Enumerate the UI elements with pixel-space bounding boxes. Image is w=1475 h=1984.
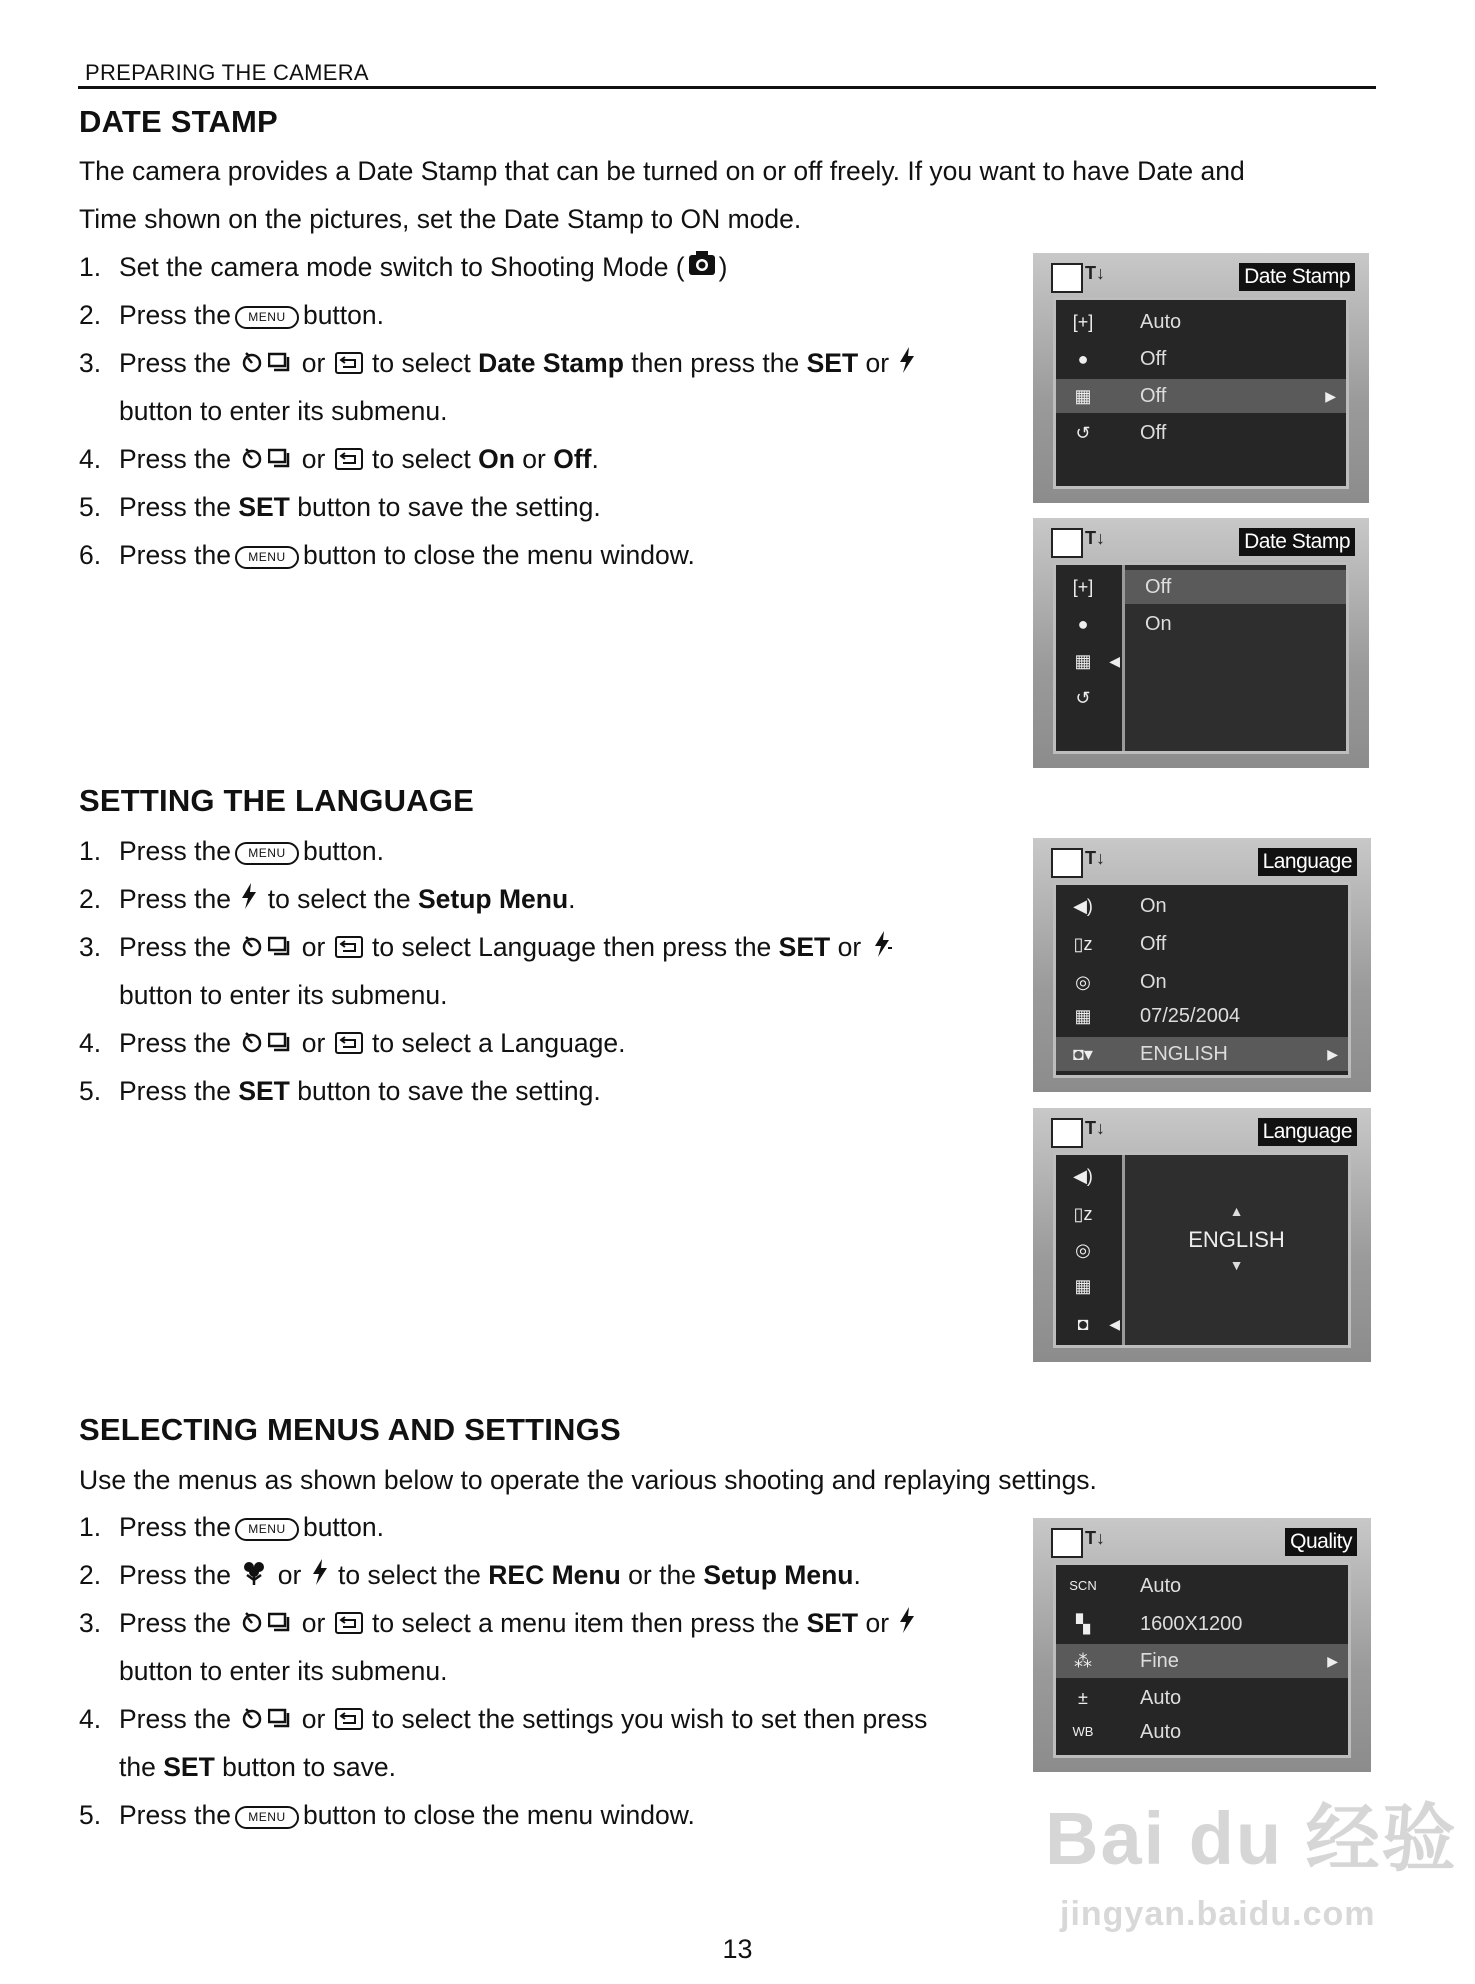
- menus-step-3-cont: button to enter its submenu.: [119, 1656, 448, 1686]
- return-icon: [335, 341, 363, 389]
- burst-icon: [268, 1601, 292, 1649]
- palette-icon: ●: [1077, 349, 1089, 369]
- flash-icon: [240, 877, 258, 925]
- self-timer-icon: [240, 437, 264, 485]
- page-number: 13: [722, 1934, 753, 1964]
- scene-icon: SCN: [1069, 1578, 1097, 1593]
- menus-intro: Use the menus as shown below to operate the various shooting and replaying settings.: [79, 1465, 1097, 1495]
- menu-row-selected: ▦ Off ▶: [1056, 379, 1346, 413]
- section-title-language: SETTING THE LANGUAGE: [79, 783, 474, 818]
- menu-row-selected: ◘▾ ENGLISH ▶: [1056, 1037, 1348, 1071]
- flash-icon: [311, 1553, 329, 1601]
- lcd-quality-menu: [1033, 1518, 1371, 1772]
- icon-row: [1056, 644, 1122, 678]
- menu-row: ● Off: [1056, 342, 1346, 376]
- arrow-right-icon: ▶: [1325, 388, 1336, 404]
- menus-step-3: 3. Press the or to select a menu item then press the SET or: [79, 1599, 918, 1649]
- menu-button-icon: MENU: [235, 842, 299, 865]
- running-header: PREPARING THE CAMERA: [85, 60, 369, 85]
- menu-row: ▚ 1600X1200: [1056, 1607, 1348, 1641]
- reset-icon: ↺: [1075, 423, 1091, 443]
- language-step-1: 1. Press the MENU button.: [79, 836, 384, 866]
- white-balance-icon: WB: [1072, 1724, 1094, 1739]
- submenu-panel: [1122, 565, 1346, 751]
- language-step-5: 5. Press the SET button to save the setting.: [79, 1076, 601, 1106]
- date-stamp-step-1: 1. Set the camera mode switch to Shooting Mode ( ): [79, 243, 727, 293]
- date-stamp-step-4: 4. Press the or to select On or Off.: [79, 435, 599, 485]
- date-time-icon: ▦: [1074, 1006, 1092, 1026]
- menu-row-selected: ⁂ Fine ▶: [1056, 1644, 1348, 1678]
- language-icon: ◘: [1077, 1314, 1089, 1334]
- speaker-icon: ◀): [1073, 896, 1093, 916]
- date-stamp-step-5: 5. Press the SET button to save the setting.: [79, 492, 601, 522]
- date-time-icon: ▦: [1074, 1276, 1092, 1296]
- exposure-icon: [+]: [1072, 312, 1094, 332]
- date-stamp-step-3-cont: button to enter its submenu.: [119, 396, 448, 426]
- camera-icon: [687, 245, 717, 293]
- icon-row: [1056, 607, 1122, 641]
- flash-icon: [871, 925, 893, 973]
- return-icon: [335, 1021, 363, 1069]
- ev-icon: ±: [1078, 1688, 1088, 1708]
- language-step-3-cont: button to enter its submenu.: [119, 980, 448, 1010]
- menu-button-icon: MENU: [235, 1518, 299, 1541]
- camera-tab-icon: [1051, 848, 1083, 878]
- icon-row: [1056, 681, 1122, 715]
- date-stamp-intro-2: Time shown on the pictures, set the Date Stamp to ON mode.: [79, 204, 802, 234]
- baidu-watermark-logo: Bai du 经验: [1045, 1797, 1458, 1880]
- language-icon: ◘▾: [1073, 1044, 1093, 1064]
- quick-view-icon: ◎: [1075, 972, 1091, 992]
- setup-tab-icon: T↓: [1085, 848, 1105, 868]
- menu-row: ▯z Off: [1056, 927, 1348, 961]
- burst-icon: [268, 341, 292, 389]
- menu-row: ◎ On: [1056, 965, 1348, 999]
- camera-tab-icon: [1051, 1118, 1083, 1148]
- submenu-panel: [1122, 1155, 1348, 1345]
- self-timer-icon: [240, 341, 264, 389]
- menu-row: ± Auto: [1056, 1681, 1348, 1715]
- icon-row: [1056, 1197, 1122, 1231]
- self-timer-icon: [240, 1697, 264, 1745]
- screen-title: Quality: [1285, 1528, 1357, 1556]
- baidu-watermark-url: jingyan.baidu.com: [1060, 1895, 1376, 1933]
- lcd-language-menu: [1033, 838, 1371, 1092]
- sleep-icon: ▯z: [1073, 934, 1093, 954]
- section-title-date-stamp: DATE STAMP: [79, 104, 278, 139]
- exposure-icon: [+]: [1072, 577, 1094, 597]
- arrow-right-icon: ▶: [1327, 1653, 1338, 1669]
- menu-button-icon: MENU: [235, 546, 299, 569]
- menu-row: SCN Auto: [1056, 1569, 1348, 1603]
- self-timer-icon: [240, 1601, 264, 1649]
- palette-icon: ●: [1077, 614, 1089, 634]
- menu-row: ▦ 07/25/2004: [1056, 999, 1348, 1033]
- section-title-menus: SELECTING MENUS AND SETTINGS: [79, 1412, 621, 1447]
- quick-view-icon: ◎: [1075, 1240, 1091, 1260]
- submenu-option-selected: Off: [1125, 570, 1346, 604]
- date-stamp-step-3: 3. Press the or to select Date Stamp then press the SET or: [79, 339, 918, 389]
- setup-tab-icon: T↓: [1085, 528, 1105, 548]
- lcd-date-stamp-submenu: [1033, 518, 1369, 768]
- menus-step-2: 2. Press the or to select the REC Menu or the Setup Menu.: [79, 1551, 861, 1601]
- setup-tab-icon: T↓: [1085, 1118, 1105, 1138]
- arrow-left-icon: ◀: [1109, 653, 1120, 669]
- screen-title: Date Stamp: [1239, 263, 1355, 291]
- date-stamp-intro-1: The camera provides a Date Stamp that can be turned on or off freely. If you want to have Date and: [79, 156, 1245, 186]
- size-icon: ▚: [1076, 1614, 1090, 1634]
- lcd-date-stamp-menu: [1033, 253, 1369, 503]
- reset-icon: ↺: [1075, 688, 1091, 708]
- setup-tab-icon: T↓: [1085, 1528, 1105, 1548]
- arrow-up-icon: ▲: [1229, 1203, 1244, 1219]
- burst-icon: [268, 925, 292, 973]
- screen-title: Date Stamp: [1239, 528, 1355, 556]
- date-stamp-step-6: 6. Press the MENU button to close the menu window.: [79, 540, 695, 570]
- return-icon: [335, 1697, 363, 1745]
- camera-tab-icon: [1051, 528, 1083, 558]
- menu-button-icon: MENU: [235, 1806, 299, 1829]
- icon-row: [1056, 1269, 1122, 1303]
- sleep-icon: ▯z: [1073, 1204, 1093, 1224]
- quality-icon: ⁂: [1074, 1651, 1092, 1671]
- language-step-4: 4. Press the or to select a Language.: [79, 1019, 625, 1069]
- header-rule: [78, 86, 1376, 89]
- screen-title: Language: [1258, 848, 1357, 876]
- setup-tab-icon: T↓: [1085, 263, 1105, 283]
- menus-step-5: 5. Press the MENU button to close the menu window.: [79, 1800, 695, 1830]
- return-icon: [335, 437, 363, 485]
- screen-title: Language: [1258, 1118, 1357, 1146]
- self-timer-icon: [240, 925, 264, 973]
- date-stamp-icon: ▦: [1074, 386, 1092, 406]
- date-stamp-step-2: 2. Press the MENU button.: [79, 300, 384, 330]
- menu-button-icon: MENU: [235, 306, 299, 329]
- camera-tab-icon: [1051, 263, 1083, 293]
- return-icon: [335, 1601, 363, 1649]
- flash-icon: [898, 1601, 916, 1649]
- icon-row: [1056, 1233, 1122, 1267]
- language-value: ENGLISH: [1188, 1227, 1285, 1252]
- icon-row: [1056, 1307, 1122, 1341]
- burst-icon: [268, 437, 292, 485]
- speaker-icon: ◀): [1073, 1166, 1093, 1186]
- menu-row: ↺ Off: [1056, 416, 1346, 450]
- icon-row: [1056, 570, 1122, 604]
- camera-tab-icon: [1051, 1528, 1083, 1558]
- arrow-right-icon: ▶: [1327, 1046, 1338, 1062]
- macro-icon: [240, 1553, 268, 1601]
- lcd-language-submenu: [1033, 1108, 1371, 1362]
- submenu-option: On: [1145, 613, 1172, 635]
- menu-row: ◀) On: [1056, 889, 1348, 923]
- date-stamp-icon: ▦: [1074, 651, 1092, 671]
- icon-row: [1056, 1159, 1122, 1193]
- self-timer-icon: [240, 1021, 264, 1069]
- menus-step-1: 1. Press the MENU button.: [79, 1512, 384, 1542]
- menu-row: [+] Auto: [1056, 305, 1346, 339]
- burst-icon: [268, 1697, 292, 1745]
- menus-step-4: 4. Press the or to select the settings you wish to set then press: [79, 1695, 927, 1745]
- burst-icon: [268, 1021, 292, 1069]
- return-icon: [335, 925, 363, 973]
- arrow-left-icon: ◀: [1109, 1316, 1120, 1332]
- language-step-3: 3. Press the or to select Language then press the SET or: [79, 923, 895, 973]
- flash-icon: [898, 341, 916, 389]
- menu-row: WB Auto: [1056, 1715, 1348, 1749]
- language-step-2: 2. Press the to select the Setup Menu.: [79, 875, 576, 925]
- menus-step-4-cont: the SET button to save.: [119, 1752, 396, 1782]
- arrow-down-icon: ▼: [1229, 1257, 1244, 1273]
